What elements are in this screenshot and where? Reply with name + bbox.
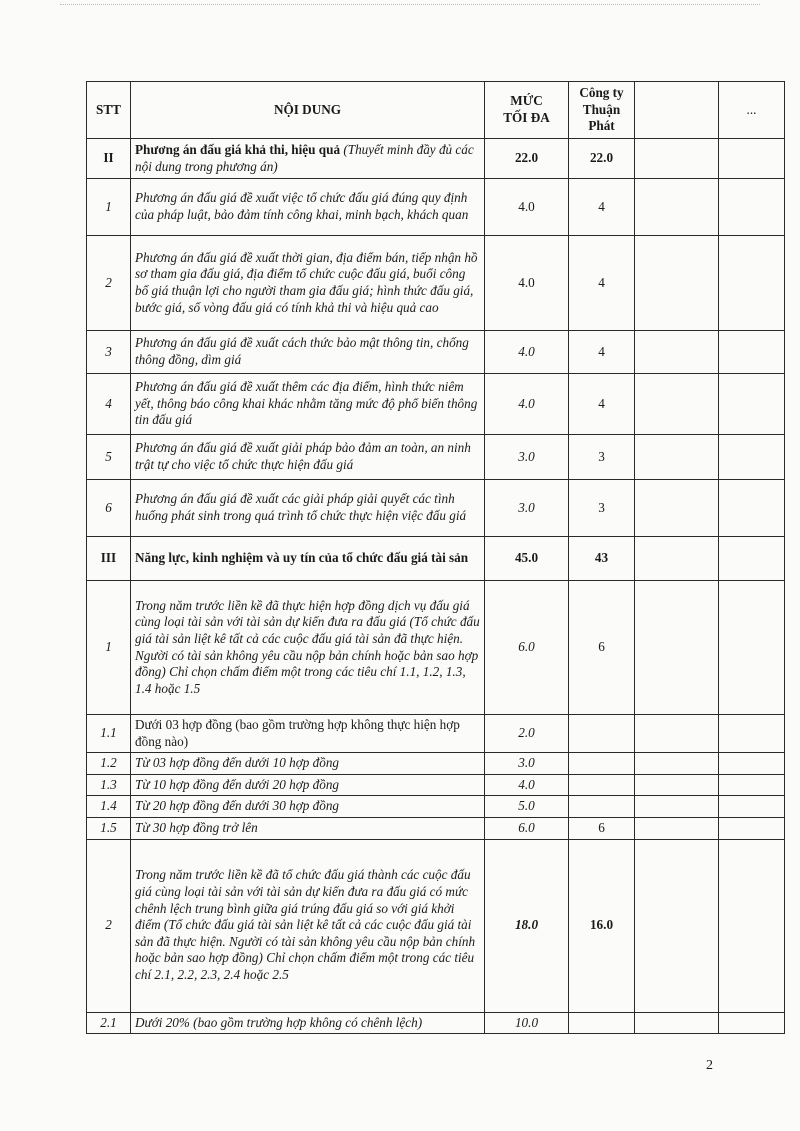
- row-company-score: 16.0: [569, 839, 635, 1012]
- row-company-score: [569, 715, 635, 753]
- row-blank: [635, 774, 719, 796]
- row-company-score: [569, 753, 635, 775]
- row-max-score: 4.0: [485, 774, 569, 796]
- row-stt: 2: [87, 236, 131, 331]
- row-blank: [635, 537, 719, 581]
- row-max-score: 6.0: [485, 817, 569, 839]
- row-blank: [635, 817, 719, 839]
- row-content-italic: (Thuyết minh đầy đủ các nội dung trong phương án): [135, 141, 474, 174]
- table-row: [87, 753, 785, 775]
- table-row: [87, 581, 785, 715]
- table-row: [87, 331, 785, 374]
- row-content: Trong năm trước liền kề đã tổ chức đấu giá thành các cuộc đấu giá cùng loại tài sản với tài sản dự kiến đưa ra đấu giá có mức chênh lệch trung bình giữa giá trúng đấu giá so với giá khởi điểm (Tổ chức đấu giá tài sản liệt kê tất cả các cuộc đấu giá tài sản đã thực hiện. Người có tài sản không yêu cầu nộp bản chính hoặc bản sao hợp đồng) Chỉ chọn chấm điểm một trong các tiêu chí 2.1, 2.2, 2.3, 2.4 hoặc 2.5: [131, 839, 485, 1012]
- row-extra: [719, 817, 785, 839]
- row-content: Dưới 03 hợp đồng (bao gồm trường hợp không thực hiện hợp đồng nào): [131, 715, 485, 753]
- table-row: [87, 435, 785, 480]
- table-row: [87, 236, 785, 331]
- row-max-score: 5.0: [485, 796, 569, 818]
- row-extra: [719, 753, 785, 775]
- row-blank: [635, 480, 719, 537]
- row-stt: 3: [87, 331, 131, 374]
- row-extra: [719, 139, 785, 179]
- row-stt: 2: [87, 839, 131, 1012]
- row-content: Phương án đấu giá đề xuất việc tổ chức đấu giá đúng quy định của pháp luật, bảo đảm tính công khai, minh bạch, khách quan: [131, 179, 485, 236]
- table-row: [87, 774, 785, 796]
- table-header-row: [87, 82, 785, 139]
- table-row: [87, 796, 785, 818]
- row-content: Trong năm trước liền kề đã thực hiện hợp đồng dịch vụ đấu giá cùng loại tài sản với tài sản dự kiến đưa ra đấu giá (Tổ chức đấu giá tài sản liệt kê tất cả các cuộc đấu giá tài sản đã thực hiện. Người có tài sản không yêu cầu nộp bản chính hoặc bản sao hợp đồng) Chỉ chọn chấm điểm một trong các tiêu chí 1.1, 1.2, 1.3, 1.4 hoặc 1.5: [131, 581, 485, 715]
- row-stt: 5: [87, 435, 131, 480]
- row-stt: III: [87, 537, 131, 581]
- page-number: 2: [706, 1058, 713, 1073]
- row-extra: [719, 480, 785, 537]
- row-extra: [719, 715, 785, 753]
- row-company-score: 4: [569, 374, 635, 435]
- row-stt: 1: [87, 581, 131, 715]
- table-row: [87, 480, 785, 537]
- row-max-score: 45.0: [485, 537, 569, 581]
- row-stt: 1.1: [87, 715, 131, 753]
- table-row: [87, 139, 785, 179]
- row-stt: 1: [87, 179, 131, 236]
- header-company: [569, 82, 635, 139]
- row-blank: [635, 435, 719, 480]
- row-blank: [635, 179, 719, 236]
- row-blank: [635, 331, 719, 374]
- row-stt: 6: [87, 480, 131, 537]
- table-row: [87, 715, 785, 753]
- row-extra: [719, 1012, 785, 1034]
- row-company-score: 4: [569, 236, 635, 331]
- row-blank: [635, 753, 719, 775]
- row-company-score: 3: [569, 480, 635, 537]
- row-max-score: 6.0: [485, 581, 569, 715]
- row-blank: [635, 139, 719, 179]
- row-content: Từ 03 hợp đồng đến dưới 10 hợp đồng: [131, 753, 485, 775]
- row-extra: [719, 537, 785, 581]
- row-stt: 4: [87, 374, 131, 435]
- row-content: [131, 139, 485, 179]
- table-row: [87, 839, 785, 1012]
- row-blank: [635, 796, 719, 818]
- row-stt: 1.2: [87, 753, 131, 775]
- row-extra: [719, 796, 785, 818]
- row-max-score: 4.0: [485, 179, 569, 236]
- header-muc-line2: TỐI ĐA: [503, 110, 550, 125]
- row-content-bold: Năng lực, kinh nghiệm và uy tín của tổ chức đấu giá tài sản: [135, 550, 469, 566]
- header-company-line1: Công ty: [579, 85, 624, 101]
- table-row: [87, 817, 785, 839]
- row-blank: [635, 1012, 719, 1034]
- row-company-score: 22.0: [569, 139, 635, 179]
- header-company-line3: Phát: [588, 118, 615, 134]
- row-max-score: 4.0: [485, 374, 569, 435]
- row-content: Dưới 20% (bao gồm trường hợp không có chênh lệch): [131, 1012, 485, 1034]
- row-content: Phương án đấu giá đề xuất thời gian, địa điểm bán, tiếp nhận hồ sơ tham gia đấu giá, địa điểm tổ chức cuộc đấu giá, buổi công bố giá thuận lợi cho người tham gia đấu giá; hình thức đấu giá, bước giá, số vòng đấu giá có tính khả thi và hiệu quả cao: [131, 236, 485, 331]
- criteria-table: [86, 81, 785, 1034]
- row-stt: 1.5: [87, 817, 131, 839]
- row-max-score: 4.0: [485, 331, 569, 374]
- row-content: [131, 537, 485, 581]
- row-content: Từ 20 hợp đồng đến dưới 30 hợp đồng: [131, 796, 485, 818]
- row-content: Từ 10 hợp đồng đến dưới 20 hợp đồng: [131, 774, 485, 796]
- row-company-score: [569, 1012, 635, 1034]
- row-content: Phương án đấu giá đề xuất các giải pháp giải quyết các tình huống phát sinh trong quá trình tổ chức thực hiện việc đấu giá: [131, 480, 485, 537]
- row-max-score: 22.0: [485, 139, 569, 179]
- row-company-score: 3: [569, 435, 635, 480]
- row-max-score: 3.0: [485, 753, 569, 775]
- header-company-line2: Thuận: [582, 101, 621, 117]
- row-extra: [719, 435, 785, 480]
- row-max-score: 10.0: [485, 1012, 569, 1034]
- table-row: [87, 1012, 785, 1034]
- row-company-score: 4: [569, 331, 635, 374]
- row-stt: 1.4: [87, 796, 131, 818]
- header-noi-dung: NỘI DUNG: [131, 82, 485, 139]
- row-max-score: 18.0: [485, 839, 569, 1012]
- row-stt: II: [87, 139, 131, 179]
- row-company-score: 6: [569, 581, 635, 715]
- header-stt: STT: [87, 82, 131, 139]
- row-extra: [719, 374, 785, 435]
- row-blank: [635, 581, 719, 715]
- row-blank: [635, 839, 719, 1012]
- row-blank: [635, 236, 719, 331]
- row-extra: [719, 236, 785, 331]
- header-muc-line1: MỨC: [510, 93, 543, 109]
- scan-top-edge: [60, 4, 760, 5]
- row-extra: [719, 774, 785, 796]
- row-content: Phương án đấu giá đề xuất thêm các địa điểm, hình thức niêm yết, thông báo công khai khác nhằm tăng mức độ phổ biến thông tin đấu giá: [131, 374, 485, 435]
- row-company-score: [569, 774, 635, 796]
- row-content: Phương án đấu giá đề xuất cách thức bảo mật thông tin, chống thông đồng, dìm giá: [131, 331, 485, 374]
- row-blank: [635, 715, 719, 753]
- row-company-score: 4: [569, 179, 635, 236]
- row-extra: [719, 179, 785, 236]
- table-row: [87, 537, 785, 581]
- row-max-score: 3.0: [485, 435, 569, 480]
- row-content-bold: Phương án đấu giá khả thi, hiệu quả: [135, 141, 341, 157]
- row-stt: 2.1: [87, 1012, 131, 1034]
- row-extra: [719, 581, 785, 715]
- row-company-score: [569, 796, 635, 818]
- row-max-score: 2.0: [485, 715, 569, 753]
- header-muc-toi-da: [485, 82, 569, 139]
- row-max-score: 4.0: [485, 236, 569, 331]
- row-stt: 1.3: [87, 774, 131, 796]
- row-max-score: 3.0: [485, 480, 569, 537]
- table-row: [87, 179, 785, 236]
- row-content: Từ 30 hợp đồng trở lên: [131, 817, 485, 839]
- row-company-score: 6: [569, 817, 635, 839]
- row-extra: [719, 331, 785, 374]
- row-extra: [719, 839, 785, 1012]
- header-blank: [635, 82, 719, 139]
- header-extra: ...: [719, 82, 785, 139]
- row-blank: [635, 374, 719, 435]
- table-row: [87, 374, 785, 435]
- row-company-score: 43: [569, 537, 635, 581]
- row-content: Phương án đấu giá đề xuất giải pháp bảo đảm an toàn, an ninh trật tự cho việc tổ chức thực hiện đấu giá: [131, 435, 485, 480]
